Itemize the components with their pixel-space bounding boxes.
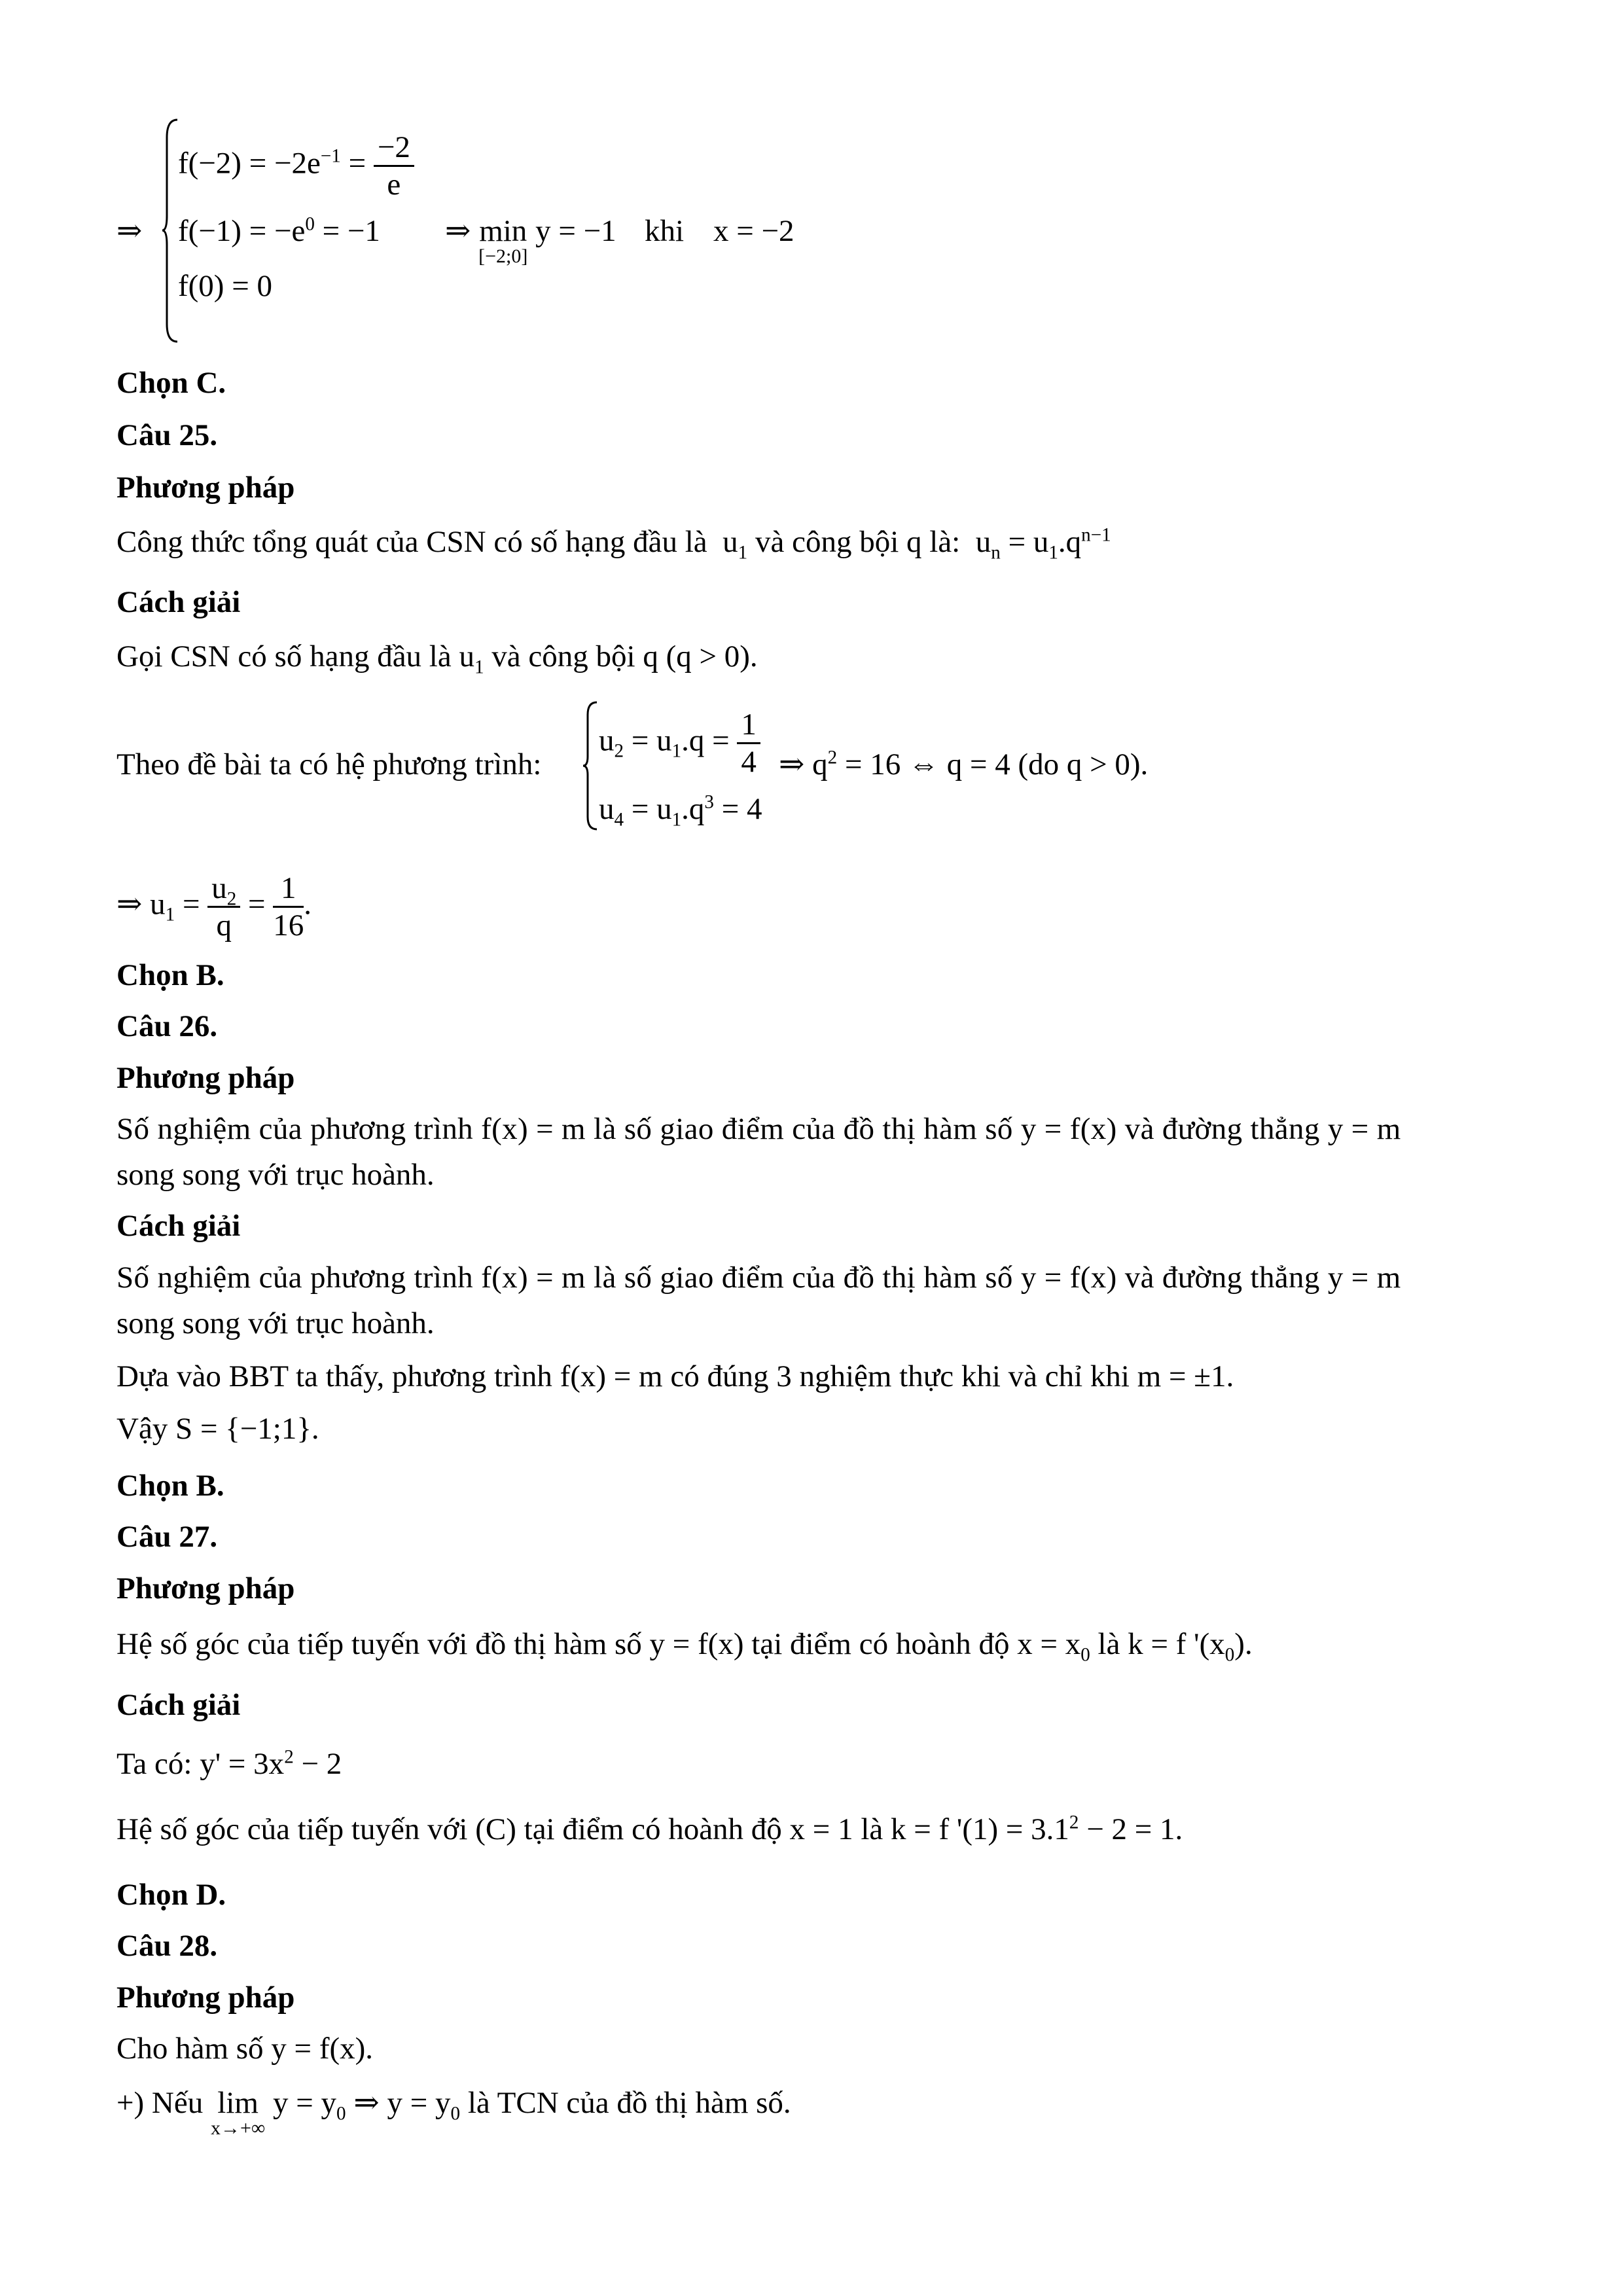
- q28-function-line: Cho hàm số y = f(x).: [116, 2032, 374, 2066]
- answer-c: Chọn C.: [116, 366, 226, 400]
- q25-method-heading: Phương pháp: [116, 471, 295, 505]
- q26-solve-heading: Cách giải: [116, 1209, 241, 1243]
- question-27-title: Câu 27.: [116, 1520, 218, 1554]
- q26-set-line: Vậy S = {−1;1}.: [116, 1412, 319, 1446]
- left-brace: [160, 118, 180, 344]
- q26-answer: Chọn B.: [116, 1469, 224, 1503]
- khi-text: khi: [645, 214, 685, 248]
- q27-derivative: Ta có: $y' = 3x^2 - 2$: [116, 1746, 342, 1781]
- q26-method-line-1: Số nghiệm của phương trình f(x) = m là số giao điểm của đồ thị hàm số y = f(x) và đường thẳng y = m: [116, 1112, 1401, 1146]
- question-28-title: Câu 28.: [116, 1929, 218, 1963]
- q26-solve-line-2: song song với trục hoành.: [116, 1306, 435, 1340]
- q27-solve-heading: Cách giải: [116, 1688, 241, 1722]
- q27-slope: Hệ số góc của tiếp tuyến với (C) tại điểm có hoành độ x = 1 là k = f '$(1) = 3.1^2 - 2 = 1$.: [116, 1812, 1183, 1846]
- q28-limit-line: +) Nếu lim x→+∞ $y = y_0$ ⇒ $y = y_0$ là TCN của đồ thị hàm số.: [116, 2086, 791, 2139]
- q27-method-heading: Phương pháp: [116, 1571, 295, 1605]
- q26-solve-line-1: Số nghiệm của phương trình f(x) = m là số giao điểm của đồ thị hàm số y = f(x) và đường thẳng y = m: [116, 1261, 1401, 1295]
- q25-u1-result: ⇒ $u_1$ = $\frac{u_2}{q}$ = $\frac{1}{16}$ .: [116, 871, 312, 943]
- q28-method-heading: Phương pháp: [116, 1981, 295, 2015]
- system-row-1: $f(-2) = -2e^{-1}$ = $\frac{-2}{e}$: [178, 130, 414, 202]
- q26-method-heading: Phương pháp: [116, 1061, 295, 1095]
- q25-method-text: Công thức tổng quát của CSN có số hạng đầu là $u_1$ và công bội q là: $u_n = u_1.q^{n-1}$: [116, 524, 1111, 564]
- q25-equation-1: $u_2 = u_1.q$ = $\frac{1}{4}$: [599, 707, 760, 780]
- q25-answer: Chọn B.: [116, 958, 224, 992]
- q25-equation-2: $u_4 = u_1.q^3 = 4$: [599, 791, 762, 831]
- question-26-title: Câu 26.: [116, 1009, 218, 1043]
- q27-method-text: Hệ số góc của tiếp tuyến với đồ thị hàm số y = f(x) tại điểm có hoành độ $x = x_0$ là k = f '$(x_0)$.: [116, 1627, 1253, 1666]
- system-row-2: $f(-1) = -e^0 = -1$: [178, 213, 380, 248]
- q26-method-line-2: song song với trục hoành.: [116, 1158, 435, 1192]
- q25-left-brace: [581, 700, 599, 831]
- q25-result: ⇒ $q^2 = 16$ ⇔ q = 4 (do q > 0).: [779, 747, 1149, 781]
- system-row-3: f(0) = 0: [178, 269, 272, 303]
- fraction-neg2-over-e: $\frac{-2}{e}$: [374, 130, 414, 202]
- q25-system-text: Theo đề bài ta có hệ phương trình:: [116, 747, 542, 781]
- q25-solve-heading: Cách giải: [116, 585, 241, 619]
- min-statement: ⇒ min [−2;0] y = −1: [445, 214, 616, 267]
- q27-answer: Chọn D.: [116, 1878, 226, 1912]
- question-25-title: Câu 25.: [116, 418, 218, 452]
- x-value: x = −2: [713, 214, 794, 248]
- q26-bbt-line: Dựa vào BBT ta thấy, phương trình f(x) = m có đúng 3 nghiệm thực khi và chỉ khi m = ±1.: [116, 1359, 1234, 1393]
- implies-symbol: ⇒: [116, 214, 143, 248]
- q25-let-text: Gọi CSN có số hạng đầu là $u_1$ và công bội q (q > 0).: [116, 639, 758, 678]
